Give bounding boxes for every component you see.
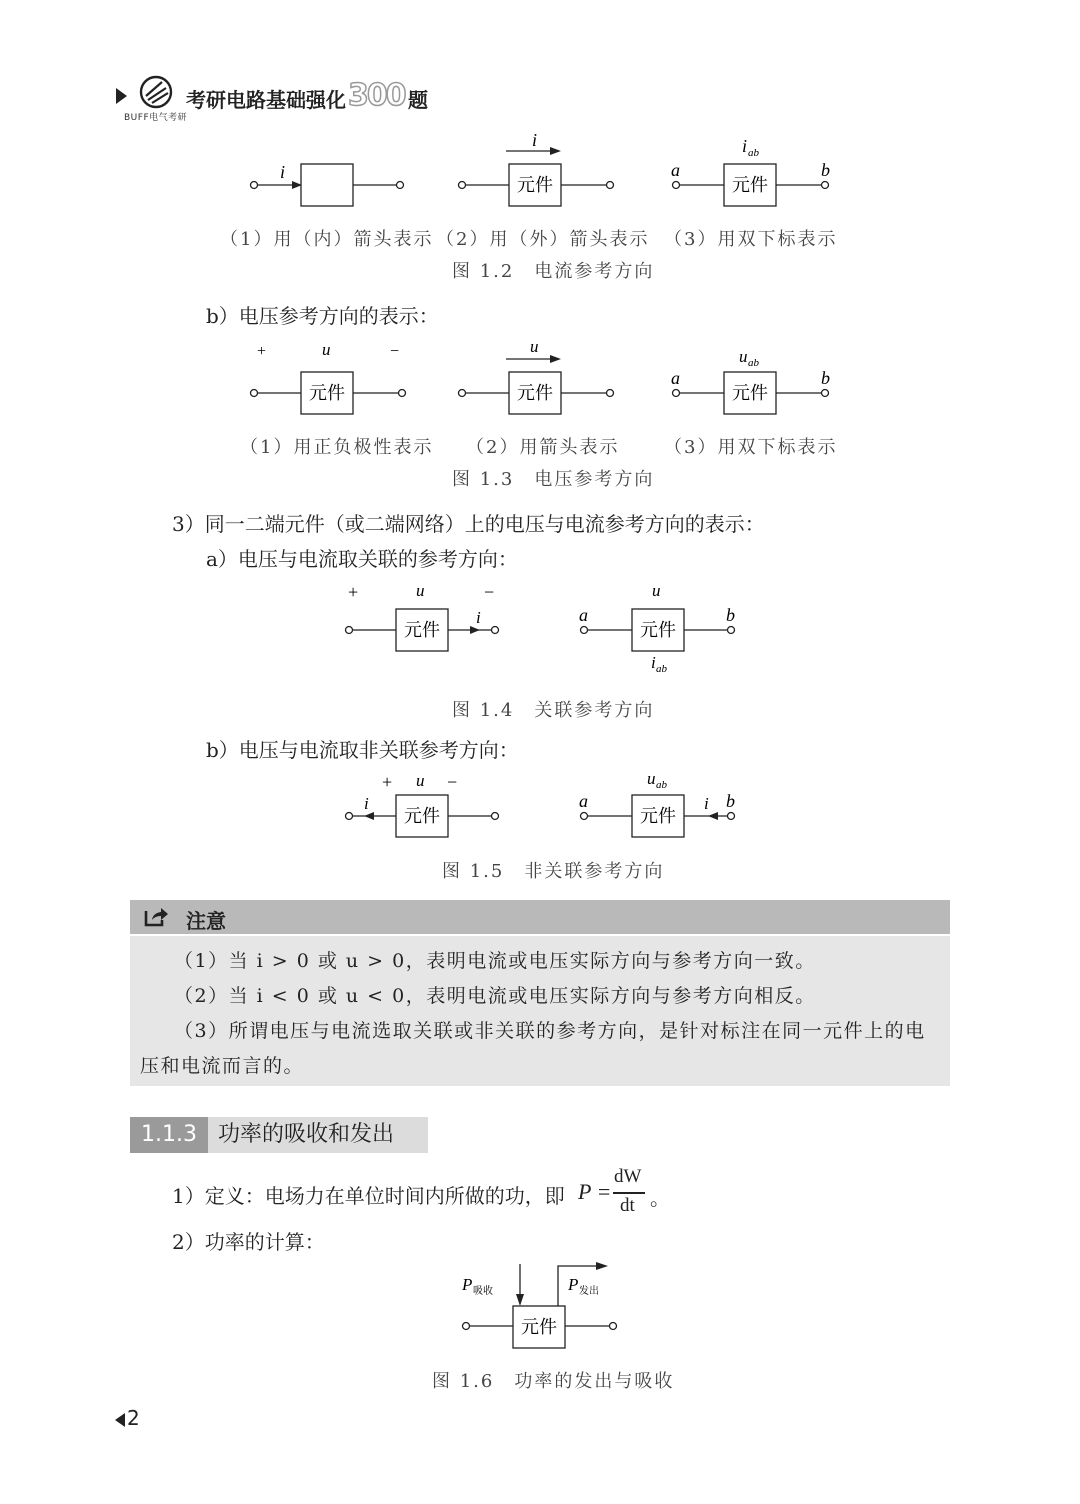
note-line-4: 压和电流而言的。 [140, 1055, 305, 1077]
fig13-node-a: a [671, 368, 680, 388]
fig12-var-i-outer: i [532, 130, 538, 150]
fig12-box-label: 元件 [517, 175, 553, 196]
fig15-var-uab: u [647, 769, 656, 788]
fig15-circuit-double-subscript [579, 769, 735, 837]
fig13-node-b: b [821, 368, 830, 388]
fig12-box-label-3: 元件 [732, 175, 768, 196]
figure-1-4-diagrams [330, 576, 750, 676]
share-arrow-icon [142, 905, 170, 929]
formula-denominator: dt [620, 1195, 635, 1216]
fig12-var-iab-sub: ab [748, 147, 759, 159]
fig14-circuit-double-subscript [579, 581, 735, 675]
fig14-node-a: a [579, 605, 588, 625]
note-header [130, 900, 950, 934]
fig12-subcaption-1: （1）用（内）箭头表示 [220, 229, 434, 250]
fig13-var-uab-sub: ab [748, 357, 759, 369]
fig13-circuit-double-subscript [671, 347, 830, 414]
arrow-right-icon [596, 1262, 608, 1270]
fig15-circuit-polarity [346, 771, 499, 837]
fig15-caption: 图 1.5 非关联参考方向 [442, 861, 665, 882]
fig15-node-a: a [579, 791, 588, 811]
note-line-1: （1）当 i > 0 或 u > 0，表明电流或电压实际方向与参考方向一致。 [174, 950, 816, 972]
voltage-heading: b）电压参考方向的表示： [206, 304, 439, 328]
fig14-var-iab: i [651, 653, 656, 672]
fig15-var-i-right: i [704, 794, 709, 813]
triangle-marker-icon [114, 86, 128, 106]
fig14-plus: + [348, 582, 359, 602]
figure-1-2-diagrams [230, 128, 850, 218]
fig13-caption: 图 1.3 电压参考方向 [452, 469, 655, 490]
brand-logo-icon [138, 74, 174, 110]
fig15-var-uab-sub: ab [656, 779, 667, 791]
fig16-p-emit-sub: 发出 [579, 1286, 599, 1297]
fig12-circuit-external-arrow [459, 130, 614, 206]
formula-numerator: dW [614, 1166, 642, 1187]
fig14-caption: 图 1.4 关联参考方向 [452, 700, 655, 721]
fig14-circuit-polarity [346, 581, 499, 651]
fig13-subcaption-2: （2）用箭头表示 [466, 437, 620, 458]
arrow-icon [550, 355, 561, 363]
formula-lhs: P = [578, 1179, 612, 1204]
formula-fraction-bar [613, 1192, 645, 1194]
fig13-circuit-polarity [251, 340, 406, 414]
fig14-var-iab-sub: ab [656, 663, 667, 675]
header-title: 考研电路基础强化 [186, 88, 346, 112]
fig15-plus: + [382, 772, 393, 792]
fig15-node-b: b [726, 791, 735, 811]
header-title-suffix: 题 [408, 88, 428, 112]
page-number: 2 [127, 1406, 140, 1430]
arrow-down-icon [516, 1294, 524, 1306]
fig12-circuit-double-subscript [671, 136, 830, 206]
fig13-minus: − [390, 343, 400, 360]
arrow-icon [364, 812, 374, 820]
note-line-3: （3）所谓电压与电流选取关联或非关联的参考方向，是针对标注在同一元件上的电 [174, 1020, 926, 1042]
fig15-var-u: u [416, 771, 425, 790]
power-calc-heading: 2）功率的计算： [172, 1230, 325, 1254]
fig12-caption: 图 1.2 电流参考方向 [452, 261, 655, 282]
fig12-circuit-internal-arrow [251, 162, 404, 206]
fig14-var-u-right: u [652, 581, 661, 600]
fig15-box-label-2: 元件 [640, 806, 676, 827]
fig14-box-label-2: 元件 [640, 620, 676, 641]
fig16-p-absorb-sub: 吸收 [473, 1286, 493, 1297]
associated-heading: a）电压与电流取关联的参考方向： [206, 547, 518, 571]
note-title: 注意 [186, 909, 226, 933]
note-box [130, 900, 950, 1086]
fig13-var-u-arrow: u [530, 337, 539, 356]
figure-1-5-diagrams [330, 766, 750, 846]
header-brand: BUFF电气考研 [124, 113, 188, 123]
fig16-p-absorb: P [462, 1275, 473, 1294]
note-body [130, 936, 950, 1086]
figure-1-6-diagram [440, 1256, 640, 1356]
fig13-circuit-arrow [459, 337, 614, 414]
fig14-minus: − [484, 582, 495, 602]
fig14-node-b: b [726, 605, 735, 625]
fig13-box-label-2: 元件 [517, 383, 553, 404]
fig15-box-label-1: 元件 [404, 806, 440, 827]
fig15-minus: − [447, 772, 458, 792]
figure-1-3-diagrams [230, 336, 850, 426]
fig13-subcaption-1: （1）用正负极性表示 [240, 437, 434, 458]
note-line-2: （2）当 i < 0 或 u < 0，表明电流或电压实际方向与参考方向相反。 [174, 985, 816, 1007]
section-number: 1.1.3 [130, 1117, 208, 1153]
arrow-icon [470, 626, 480, 634]
fig13-box-label-1: 元件 [309, 383, 345, 404]
fig13-subcaption-3: （3）用双下标表示 [664, 437, 838, 458]
fig14-box-label-1: 元件 [404, 620, 440, 641]
non-associated-heading: b）电压与电流取非关联参考方向： [206, 738, 519, 762]
section3-heading: 3）同一二端元件（或二端网络）上的电压与电流参考方向的表示： [172, 512, 765, 536]
fig12-var-i: i [280, 162, 286, 182]
arrow-icon [550, 147, 561, 155]
definition-text: 1）定义：电场力在单位时间内所做的功，即 [172, 1184, 565, 1208]
fig12-subcaption-2: （2）用（外）箭头表示 [436, 229, 650, 250]
fig16-caption: 图 1.6 功率的发出与吸收 [432, 1371, 675, 1392]
fig13-box-label-3: 元件 [732, 383, 768, 404]
page-header [110, 72, 530, 122]
fig16-p-emit: P [568, 1275, 579, 1294]
fig12-node-b: b [821, 160, 830, 180]
section-title: 功率的吸收和发出 [208, 1117, 428, 1153]
fig12-subcaption-3: （3）用双下标表示 [664, 229, 838, 250]
formula-end: 。 [650, 1186, 670, 1210]
triangle-left-icon [114, 1412, 126, 1428]
fig13-var-u: u [322, 340, 331, 359]
header-title-number: 300 [348, 78, 405, 113]
fig14-var-u: u [416, 581, 425, 600]
fig16-box-label: 元件 [521, 1317, 557, 1338]
fig12-var-iab: i [742, 136, 748, 156]
fig15-var-i: i [364, 794, 369, 813]
fig14-var-i: i [476, 608, 481, 627]
fig12-node-a: a [671, 160, 680, 180]
fig13-plus: + [257, 343, 267, 360]
arrow-icon [708, 812, 718, 820]
fig13-var-uab: u [739, 347, 748, 366]
